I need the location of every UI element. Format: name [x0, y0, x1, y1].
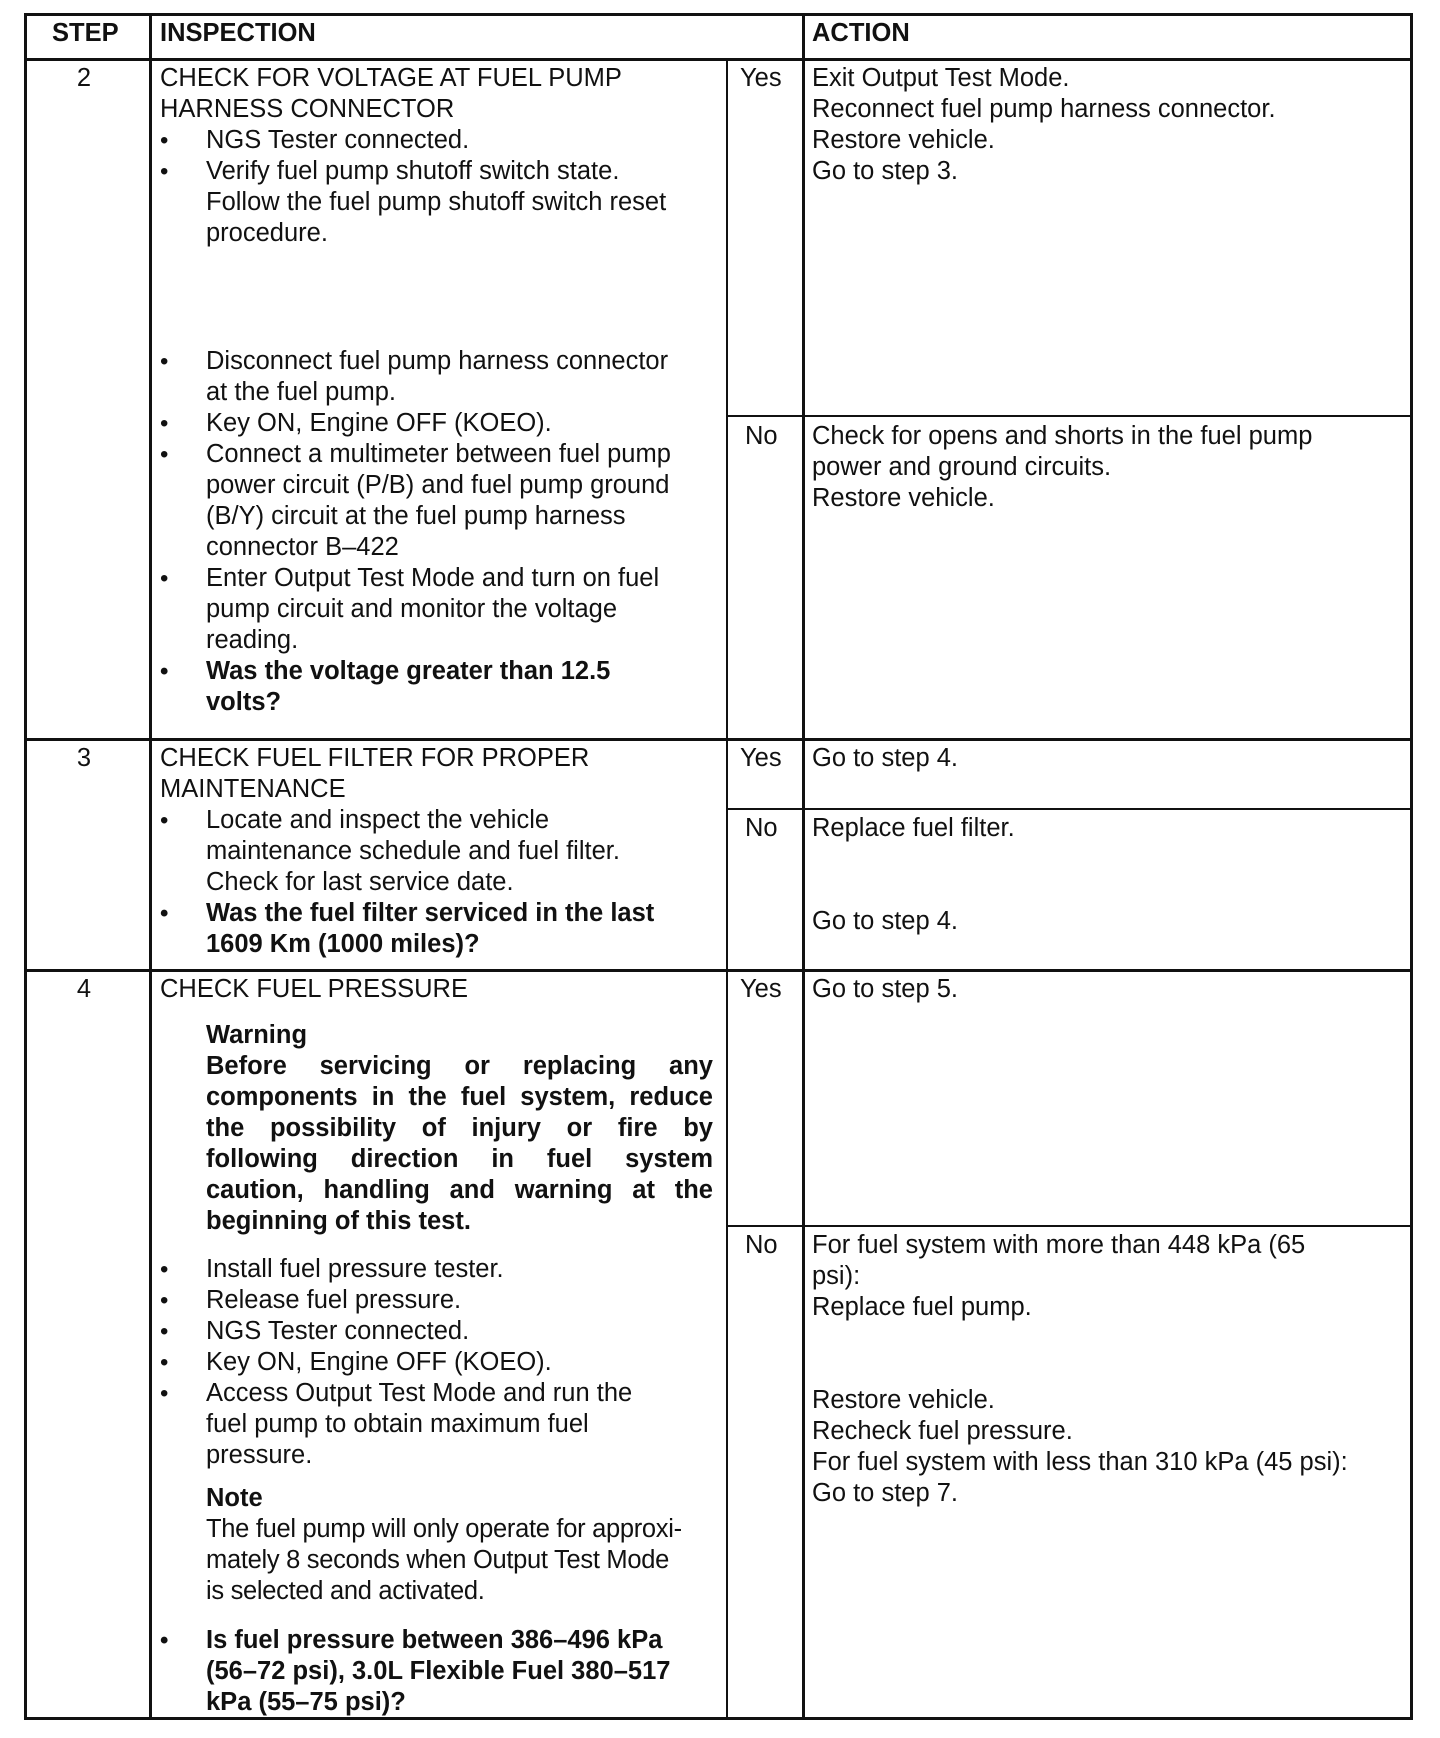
- title-line: HARNESS CONNECTOR: [160, 95, 455, 123]
- bullet-text: • Disconnect fuel pump harness connector: [206, 347, 669, 375]
- bullet-item: [160, 1316, 632, 1347]
- bullet-text: • Key ON, Engine OFF (KOEO).: [206, 409, 552, 437]
- question-item: [160, 898, 654, 960]
- note-label: Note: [206, 1484, 263, 1512]
- bullet-text: • NGS Tester connected.: [206, 126, 470, 154]
- bullet-text: connector B–422: [206, 533, 399, 561]
- action-line: power and ground circuits.: [812, 453, 1112, 481]
- no-action: [812, 1230, 1305, 1323]
- header-inspection: INSPECTION: [160, 19, 316, 47]
- bullet-item: [160, 156, 666, 249]
- warning-line: caution, handling and warning at the: [206, 1176, 713, 1204]
- bullet-text: • Verify fuel pump shutoff switch state.: [206, 157, 620, 185]
- question-item: [160, 1625, 670, 1718]
- step-column-divider: [149, 13, 152, 1720]
- warning-line: following direction in fuel system: [206, 1145, 713, 1173]
- yes-label: Yes: [740, 744, 782, 772]
- bullet-text: (B/Y) circuit at the fuel pump harness: [206, 502, 626, 530]
- header-action: ACTION: [812, 19, 910, 47]
- yes-action: [812, 974, 958, 1005]
- no-action: Replace fuel filter.: [812, 814, 1015, 842]
- bullet-text: fuel pump to obtain maximum fuel: [206, 1410, 589, 1438]
- question-text: (56–72 psi), 3.0L Flexible Fuel 380–517: [206, 1657, 671, 1685]
- warning-line: beginning of this test.: [206, 1207, 471, 1235]
- title-line: CHECK FOR VOLTAGE AT FUEL PUMP: [160, 64, 622, 92]
- bullet-text: maintenance schedule and fuel filter.: [206, 837, 620, 865]
- no-label: No: [745, 814, 778, 842]
- header-step: STEP: [52, 19, 119, 47]
- bullet-item: [160, 1347, 632, 1378]
- question-item: [160, 656, 671, 718]
- note-line: The fuel pump will only operate for approxi-: [206, 1515, 682, 1543]
- bullet-item: [160, 1254, 632, 1285]
- inspection-bullets: [160, 805, 654, 960]
- question-text: 1609 Km (1000 miles)?: [206, 930, 480, 958]
- bullet-item: [160, 1285, 632, 1316]
- warning-line: the possibility of injury or fire by: [206, 1114, 713, 1142]
- bullet-text: power circuit (P/B) and fuel pump ground: [206, 471, 670, 499]
- no-label: No: [745, 1231, 778, 1259]
- bullet-text: • Locate and inspect the vehicle: [206, 806, 550, 834]
- question-text: volts?: [206, 688, 282, 716]
- no-action: Go to step 4.: [812, 907, 959, 935]
- action-line: Go to step 7.: [812, 1479, 959, 1507]
- yes-label: Yes: [740, 975, 782, 1003]
- action-line: Reconnect fuel pump harness connector.: [812, 95, 1276, 123]
- action-line: Restore vehicle.: [812, 1386, 995, 1414]
- bullet-item: [160, 408, 671, 439]
- action-line: Replace fuel pump.: [812, 1293, 1032, 1321]
- no-action: [812, 421, 1312, 514]
- bullet-text: Check for last service date.: [206, 868, 514, 896]
- action-line: Recheck fuel pressure.: [812, 1417, 1073, 1445]
- action-line: Check for opens and shorts in the fuel pump: [812, 422, 1313, 450]
- bullet-text: procedure.: [206, 219, 328, 247]
- question-text: kPa (55–75 psi)?: [206, 1688, 406, 1716]
- yes-no-divider-row4: [726, 1225, 1413, 1227]
- title-line: CHECK FUEL FILTER FOR PROPER: [160, 744, 590, 772]
- bullet-text: • NGS Tester connected.: [206, 1317, 470, 1345]
- action-line: Restore vehicle.: [812, 484, 995, 512]
- bullet-text: reading.: [206, 626, 299, 654]
- bullet-text: • Connect a multimeter between fuel pump: [206, 440, 671, 468]
- bullet-text: pressure.: [206, 1441, 313, 1469]
- yes-no-divider-row3: [726, 808, 1413, 810]
- bullet-item: [160, 125, 666, 156]
- inspection-bullets: [160, 346, 671, 718]
- bullet-text: at the fuel pump.: [206, 378, 396, 406]
- step-number: 2: [76, 64, 92, 92]
- note-line: mately 8 seconds when Output Test Mode: [206, 1546, 669, 1574]
- inspection-title: [160, 63, 622, 125]
- action-line: psi):: [812, 1262, 861, 1290]
- warning-line: Before servicing or replacing any: [206, 1052, 713, 1080]
- action-line: Restore vehicle.: [812, 126, 995, 154]
- question-text: • Is fuel pressure between 386–496 kPa: [206, 1626, 663, 1654]
- yes-action: [812, 63, 1276, 187]
- bullet-text: • Enter Output Test Mode and turn on fuel: [206, 564, 660, 592]
- header-divider: [24, 58, 1413, 61]
- action-line: Go to step 3.: [812, 157, 959, 185]
- action-line: For fuel system with more than 448 kPa (65: [812, 1231, 1306, 1259]
- no-label: No: [745, 422, 778, 450]
- bullet-item: [160, 805, 654, 898]
- question-text: • Was the fuel filter serviced in the last: [206, 899, 655, 927]
- yes-no-divider-row2: [726, 415, 1413, 417]
- warning-text: [206, 1051, 713, 1237]
- bullet-item: [160, 563, 671, 656]
- title-line: MAINTENANCE: [160, 775, 346, 803]
- action-line: Go to step 5.: [812, 975, 959, 1003]
- question-text: • Was the voltage greater than 12.5: [206, 657, 611, 685]
- inspection-title: [160, 743, 589, 805]
- step-number: 3: [76, 744, 92, 772]
- yes-label: Yes: [740, 64, 782, 92]
- inspection-question: [160, 1625, 670, 1718]
- bullet-text: • Release fuel pressure.: [206, 1286, 462, 1314]
- step-number: 4: [76, 975, 92, 1003]
- warning-line: components in the fuel system, reduce: [206, 1083, 713, 1111]
- no-action: [812, 1385, 1348, 1509]
- inspection-bullets: [160, 125, 666, 249]
- answer-column-divider: [726, 58, 728, 1720]
- warning-label: Warning: [206, 1021, 308, 1049]
- bullet-item: [160, 1378, 632, 1471]
- bullet-text: • Key ON, Engine OFF (KOEO).: [206, 1348, 552, 1376]
- inspection-bullets: [160, 1254, 632, 1471]
- bullet-text: • Install fuel pressure tester.: [206, 1255, 504, 1283]
- yes-action: [812, 743, 958, 774]
- bullet-item: [160, 439, 671, 563]
- inspection-title: CHECK FUEL PRESSURE: [160, 975, 468, 1003]
- bullet-text: • Access Output Test Mode and run the: [206, 1379, 633, 1407]
- action-line: For fuel system with less than 310 kPa (45 psi):: [812, 1448, 1348, 1476]
- action-column-divider: [802, 13, 805, 1720]
- row-divider-2-3: [24, 738, 1413, 741]
- bullet-text: Follow the fuel pump shutoff switch reset: [206, 188, 667, 216]
- action-line: Go to step 4.: [812, 744, 959, 772]
- note-text: [206, 1514, 682, 1607]
- action-line: Exit Output Test Mode.: [812, 64, 1070, 92]
- bullet-text: pump circuit and monitor the voltage: [206, 595, 618, 623]
- row-divider-3-4: [24, 969, 1413, 972]
- bullet-item: [160, 346, 671, 408]
- note-line: is selected and activated.: [206, 1577, 485, 1605]
